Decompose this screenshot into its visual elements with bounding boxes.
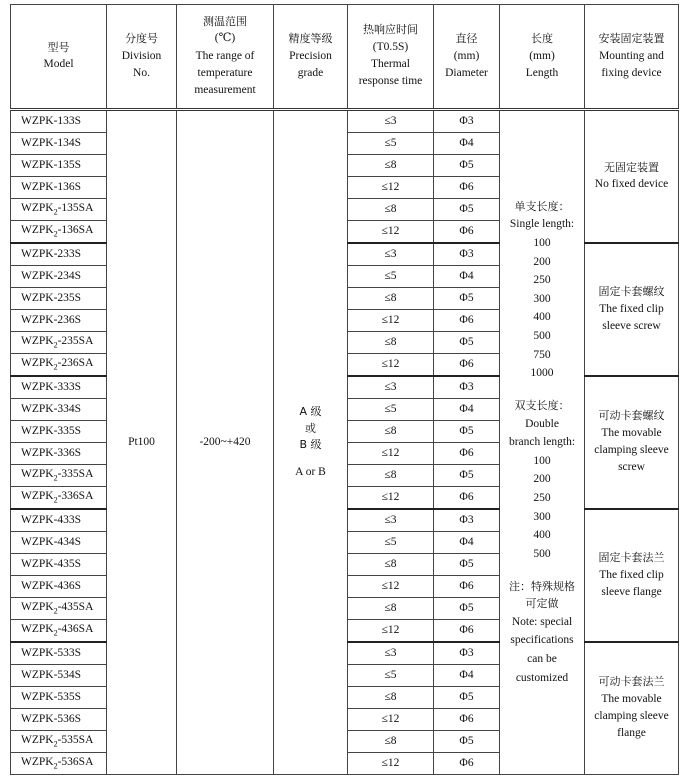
model-cell — [11, 509, 107, 532]
diameter-value: Φ6 — [459, 180, 474, 193]
range-value: -200~+420 — [199, 435, 251, 448]
diameter-cell — [434, 709, 500, 731]
model-cell — [11, 443, 107, 465]
text-line: 500 — [533, 547, 551, 560]
response-cell — [348, 576, 434, 598]
diameter-cell — [434, 576, 500, 598]
diameter-cell — [434, 376, 500, 399]
text-line: customized — [515, 671, 569, 684]
response-value: ≤5 — [384, 136, 397, 149]
diameter-cell — [434, 598, 500, 620]
mounting-cell — [585, 110, 679, 244]
model-base: WZPK-233S — [21, 247, 82, 260]
text-line: The movable — [601, 426, 662, 439]
model-cell — [11, 598, 107, 620]
response-value: ≤12 — [381, 357, 400, 370]
model-base: WZPK — [21, 756, 54, 769]
diameter-value: Φ6 — [459, 313, 474, 326]
model-subscript: 2 — [53, 495, 58, 505]
response-value: ≤12 — [381, 224, 400, 237]
diameter-cell — [434, 665, 500, 687]
response-cell — [348, 354, 434, 377]
text-line: clamping sleeve — [594, 710, 669, 723]
text-line: 注：特殊规格 — [509, 579, 575, 593]
model-base: WZPK-433S — [21, 513, 82, 526]
text-line: The fixed clip — [599, 568, 664, 581]
text-line: branch length: — [508, 436, 576, 449]
model-subscript: 2 — [53, 229, 58, 239]
diameter-cell — [434, 221, 500, 244]
text-line: screw — [618, 461, 645, 474]
response-value: ≤8 — [384, 468, 397, 481]
model-subscript: 2 — [53, 207, 58, 217]
diameter-value: Φ3 — [459, 513, 474, 526]
diameter-value: Φ4 — [459, 136, 474, 149]
mounting-cell — [585, 243, 679, 376]
model-base: WZPK — [21, 734, 54, 747]
response-cell — [348, 642, 434, 665]
text-line: 200 — [533, 255, 551, 268]
text-line: Single length: — [509, 218, 575, 231]
response-cell — [348, 266, 434, 288]
diameter-cell — [434, 243, 500, 266]
header-model: 型号 Model — [11, 5, 107, 110]
text-line: 可定做 — [525, 597, 559, 611]
response-value: ≤3 — [384, 380, 397, 393]
response-value: ≤5 — [384, 402, 397, 415]
model-suffix: -135SA — [57, 202, 94, 215]
model-suffix: -435SA — [57, 601, 94, 614]
table-body — [11, 110, 679, 775]
diameter-value: Φ5 — [459, 158, 474, 171]
model-cell — [11, 576, 107, 598]
diameter-value: Φ6 — [459, 224, 474, 237]
model-base: WZPK — [21, 202, 54, 215]
response-value: ≤8 — [384, 424, 397, 437]
spec-table — [10, 4, 679, 775]
response-value: ≤12 — [381, 712, 400, 725]
text-line: 固定卡套螺纹 — [598, 285, 665, 298]
text-line: specifications — [510, 634, 574, 647]
diameter-cell — [434, 642, 500, 665]
text-line: clamping sleeve — [594, 444, 669, 457]
response-cell — [348, 288, 434, 310]
text-line: 200 — [533, 473, 551, 486]
model-base: WZPK — [21, 357, 54, 370]
response-value: ≤12 — [381, 623, 400, 636]
diameter-value: Φ6 — [459, 446, 474, 459]
text-line: 无固定装置 — [604, 160, 659, 174]
response-value: ≤5 — [384, 535, 397, 548]
header-division: 分度号 Division No. — [107, 5, 177, 110]
text-line: 750 — [533, 348, 551, 361]
response-cell — [348, 155, 434, 177]
model-cell — [11, 221, 107, 244]
model-base: WZPK-534S — [21, 668, 82, 681]
header-range: 测温范围 (℃) The range of temperature measurement — [177, 5, 274, 110]
model-cell — [11, 354, 107, 377]
mounting-cell — [585, 376, 679, 509]
response-value: ≤3 — [384, 513, 397, 526]
model-base: WZPK — [21, 601, 54, 614]
diameter-value: Φ6 — [459, 490, 474, 503]
model-base: WZPK-333S — [21, 380, 82, 393]
model-suffix: -335SA — [57, 468, 94, 481]
text-line: A or B — [295, 465, 326, 478]
text-line: can be — [527, 653, 557, 665]
diameter-value: Φ6 — [459, 623, 474, 636]
model-cell — [11, 465, 107, 487]
diameter-cell — [434, 399, 500, 421]
model-base: WZPK — [21, 623, 54, 636]
response-value: ≤8 — [384, 601, 397, 614]
diameter-cell — [434, 620, 500, 643]
diameter-value: Φ5 — [459, 424, 474, 437]
text-line: 400 — [533, 529, 551, 542]
model-cell — [11, 243, 107, 266]
text-line: The fixed clip — [599, 302, 664, 315]
diameter-value: Φ5 — [459, 291, 474, 304]
response-cell — [348, 709, 434, 731]
model-suffix: -336SA — [57, 490, 94, 503]
model-cell — [11, 554, 107, 576]
response-value: ≤12 — [381, 313, 400, 326]
text-line: Double — [525, 417, 559, 430]
diameter-value: Φ3 — [459, 646, 474, 659]
model-subscript: 2 — [53, 628, 58, 638]
model-base: WZPK-235S — [21, 291, 82, 304]
diameter-cell — [434, 354, 500, 377]
diameter-value: Φ4 — [459, 402, 474, 415]
response-value: ≤12 — [381, 756, 400, 769]
model-suffix: -235SA — [57, 335, 94, 348]
model-suffix: -236SA — [57, 357, 94, 370]
model-base: WZPK-336S — [21, 446, 82, 459]
model-subscript: 2 — [53, 739, 58, 749]
model-cell — [11, 731, 107, 753]
model-cell — [11, 199, 107, 221]
text-line: 250 — [533, 492, 551, 505]
model-base: WZPK-236S — [21, 313, 82, 326]
header-diameter: 直径 (mm) Diameter — [434, 5, 500, 110]
text-line: flange — [617, 727, 646, 740]
response-cell — [348, 465, 434, 487]
response-cell — [348, 177, 434, 199]
model-cell — [11, 753, 107, 775]
text-line: No fixed device — [594, 178, 669, 191]
model-cell — [11, 709, 107, 731]
division-cell — [107, 110, 177, 775]
model-base: WZPK-536S — [21, 712, 82, 725]
text-line: 可动卡套螺纹 — [598, 409, 665, 423]
mounting-cell — [585, 509, 679, 642]
text-line: A 级 — [299, 405, 322, 419]
diameter-cell — [434, 509, 500, 532]
diameter-value: Φ6 — [459, 756, 474, 769]
model-cell — [11, 487, 107, 510]
response-cell — [348, 399, 434, 421]
model-base: WZPK-434S — [21, 535, 82, 548]
diameter-cell — [434, 753, 500, 775]
diameter-value: Φ6 — [459, 357, 474, 370]
range-cell — [177, 110, 274, 775]
header-length: 长度 (mm) Length — [500, 5, 585, 110]
diameter-value: Φ4 — [459, 668, 474, 681]
diameter-cell — [434, 288, 500, 310]
diameter-value: Φ5 — [459, 690, 474, 703]
diameter-cell — [434, 110, 500, 133]
model-base: WZPK — [21, 335, 54, 348]
text-line: 单支长度： — [514, 199, 570, 213]
text-line: sleeve screw — [602, 319, 661, 332]
response-cell — [348, 620, 434, 643]
response-value: ≤8 — [384, 335, 397, 348]
model-cell — [11, 687, 107, 709]
model-base: WZPK-435S — [21, 557, 82, 570]
model-cell — [11, 155, 107, 177]
response-cell — [348, 332, 434, 354]
model-cell — [11, 177, 107, 199]
model-cell — [11, 266, 107, 288]
mounting-cell — [585, 642, 679, 775]
text-line: 300 — [533, 292, 551, 305]
header-mounting: 安装固定装置 Mounting and fixing device — [585, 5, 679, 110]
text-line: 固定卡套法兰 — [598, 551, 665, 564]
text-line: B 级 — [299, 438, 322, 452]
model-base: WZPK-234S — [21, 269, 82, 282]
response-cell — [348, 554, 434, 576]
text-line: Note: special — [511, 615, 573, 628]
diameter-cell — [434, 155, 500, 177]
diameter-value: Φ4 — [459, 269, 474, 282]
response-value: ≤8 — [384, 557, 397, 570]
diameter-cell — [434, 177, 500, 199]
response-value: ≤12 — [381, 579, 400, 592]
text-line: 可动卡套法兰 — [598, 675, 665, 689]
model-cell — [11, 332, 107, 354]
diameter-value: Φ6 — [459, 579, 474, 592]
diameter-value: Φ3 — [459, 380, 474, 393]
response-value: ≤5 — [384, 269, 397, 282]
model-cell — [11, 532, 107, 554]
response-cell — [348, 421, 434, 443]
model-base: WZPK — [21, 468, 54, 481]
model-base: WZPK-533S — [21, 646, 82, 659]
diameter-cell — [434, 443, 500, 465]
diameter-value: Φ4 — [459, 535, 474, 548]
diameter-value: Φ5 — [459, 601, 474, 614]
response-value: ≤12 — [381, 180, 400, 193]
model-suffix: -535SA — [57, 734, 94, 747]
response-value: ≤8 — [384, 202, 397, 215]
model-cell — [11, 133, 107, 155]
response-value: ≤8 — [384, 291, 397, 304]
diameter-cell — [434, 133, 500, 155]
text-line: 100 — [533, 236, 551, 249]
model-cell — [11, 310, 107, 332]
length-info — [500, 198, 584, 688]
text-line: 双支长度： — [514, 398, 570, 412]
text-line: 500 — [533, 330, 551, 343]
response-cell — [348, 443, 434, 465]
model-subscript: 2 — [53, 761, 58, 771]
model-suffix: -136SA — [57, 224, 94, 237]
text-line: 300 — [533, 510, 551, 523]
model-base: WZPK-133S — [21, 114, 82, 127]
response-cell — [348, 310, 434, 332]
model-suffix: -436SA — [57, 623, 94, 636]
diameter-cell — [434, 465, 500, 487]
diameter-cell — [434, 554, 500, 576]
text-line: 或 — [305, 421, 316, 435]
model-cell — [11, 642, 107, 665]
response-cell — [348, 532, 434, 554]
text-line: 250 — [533, 274, 551, 287]
diameter-value: Φ3 — [459, 247, 474, 260]
response-cell — [348, 221, 434, 244]
model-subscript: 2 — [53, 606, 58, 616]
response-cell — [348, 687, 434, 709]
response-cell — [348, 199, 434, 221]
model-cell — [11, 110, 107, 133]
response-cell — [348, 243, 434, 266]
model-base: WZPK-334S — [21, 402, 82, 415]
diameter-value: Φ6 — [459, 712, 474, 725]
response-value: ≤3 — [384, 114, 397, 127]
model-base: WZPK — [21, 224, 54, 237]
diameter-cell — [434, 487, 500, 510]
diameter-value: Φ3 — [459, 114, 474, 127]
diameter-value: Φ5 — [459, 468, 474, 481]
diameter-cell — [434, 731, 500, 753]
table-row — [11, 110, 679, 133]
response-value: ≤3 — [384, 247, 397, 260]
precision-cell — [274, 110, 348, 775]
response-cell — [348, 731, 434, 753]
model-cell — [11, 376, 107, 399]
model-base: WZPK-135S — [21, 158, 82, 171]
diameter-cell — [434, 532, 500, 554]
header-row — [11, 5, 679, 110]
response-cell — [348, 110, 434, 133]
header-precision: 精度等级 Precision grade — [274, 5, 348, 110]
response-cell — [348, 133, 434, 155]
diameter-value: Φ5 — [459, 557, 474, 570]
diameter-cell — [434, 199, 500, 221]
length-cell — [500, 110, 585, 775]
response-cell — [348, 598, 434, 620]
diameter-value: Φ5 — [459, 335, 474, 348]
text-line: The movable — [601, 692, 662, 705]
text-line: 100 — [533, 454, 551, 467]
model-suffix: -536SA — [57, 756, 94, 769]
model-subscript: 2 — [53, 473, 58, 483]
model-base: WZPK-136S — [21, 180, 82, 193]
response-value: ≤3 — [384, 646, 397, 659]
response-cell — [348, 509, 434, 532]
response-value: ≤8 — [384, 734, 397, 747]
response-cell — [348, 753, 434, 775]
diameter-cell — [434, 332, 500, 354]
model-subscript: 2 — [53, 340, 58, 350]
response-cell — [348, 376, 434, 399]
header-response: 热响应时间 (T0.5S) Thermal response time — [348, 5, 434, 110]
model-base: WZPK — [21, 490, 54, 503]
model-base: WZPK-436S — [21, 579, 82, 592]
diameter-cell — [434, 266, 500, 288]
diameter-value: Φ5 — [459, 734, 474, 747]
model-cell — [11, 421, 107, 443]
text-line: 400 — [533, 311, 551, 324]
model-base: WZPK-335S — [21, 424, 82, 437]
model-cell — [11, 399, 107, 421]
response-value: ≤8 — [384, 158, 397, 171]
response-cell — [348, 665, 434, 687]
text-line: 1000 — [530, 367, 554, 380]
response-cell — [348, 487, 434, 510]
spacer — [274, 454, 347, 464]
response-value: ≤12 — [381, 446, 400, 459]
model-subscript: 2 — [53, 362, 58, 372]
model-cell — [11, 665, 107, 687]
diameter-cell — [434, 310, 500, 332]
model-cell — [11, 288, 107, 310]
response-value: ≤5 — [384, 668, 397, 681]
response-value: ≤12 — [381, 490, 400, 503]
model-base: WZPK-535S — [21, 690, 82, 703]
diameter-cell — [434, 421, 500, 443]
division-value: Pt100 — [128, 435, 155, 448]
model-cell — [11, 620, 107, 643]
model-base: WZPK-134S — [21, 136, 82, 149]
diameter-cell — [434, 687, 500, 709]
response-value: ≤8 — [384, 690, 397, 703]
diameter-value: Φ5 — [459, 202, 474, 215]
text-line: sleeve flange — [601, 585, 662, 598]
